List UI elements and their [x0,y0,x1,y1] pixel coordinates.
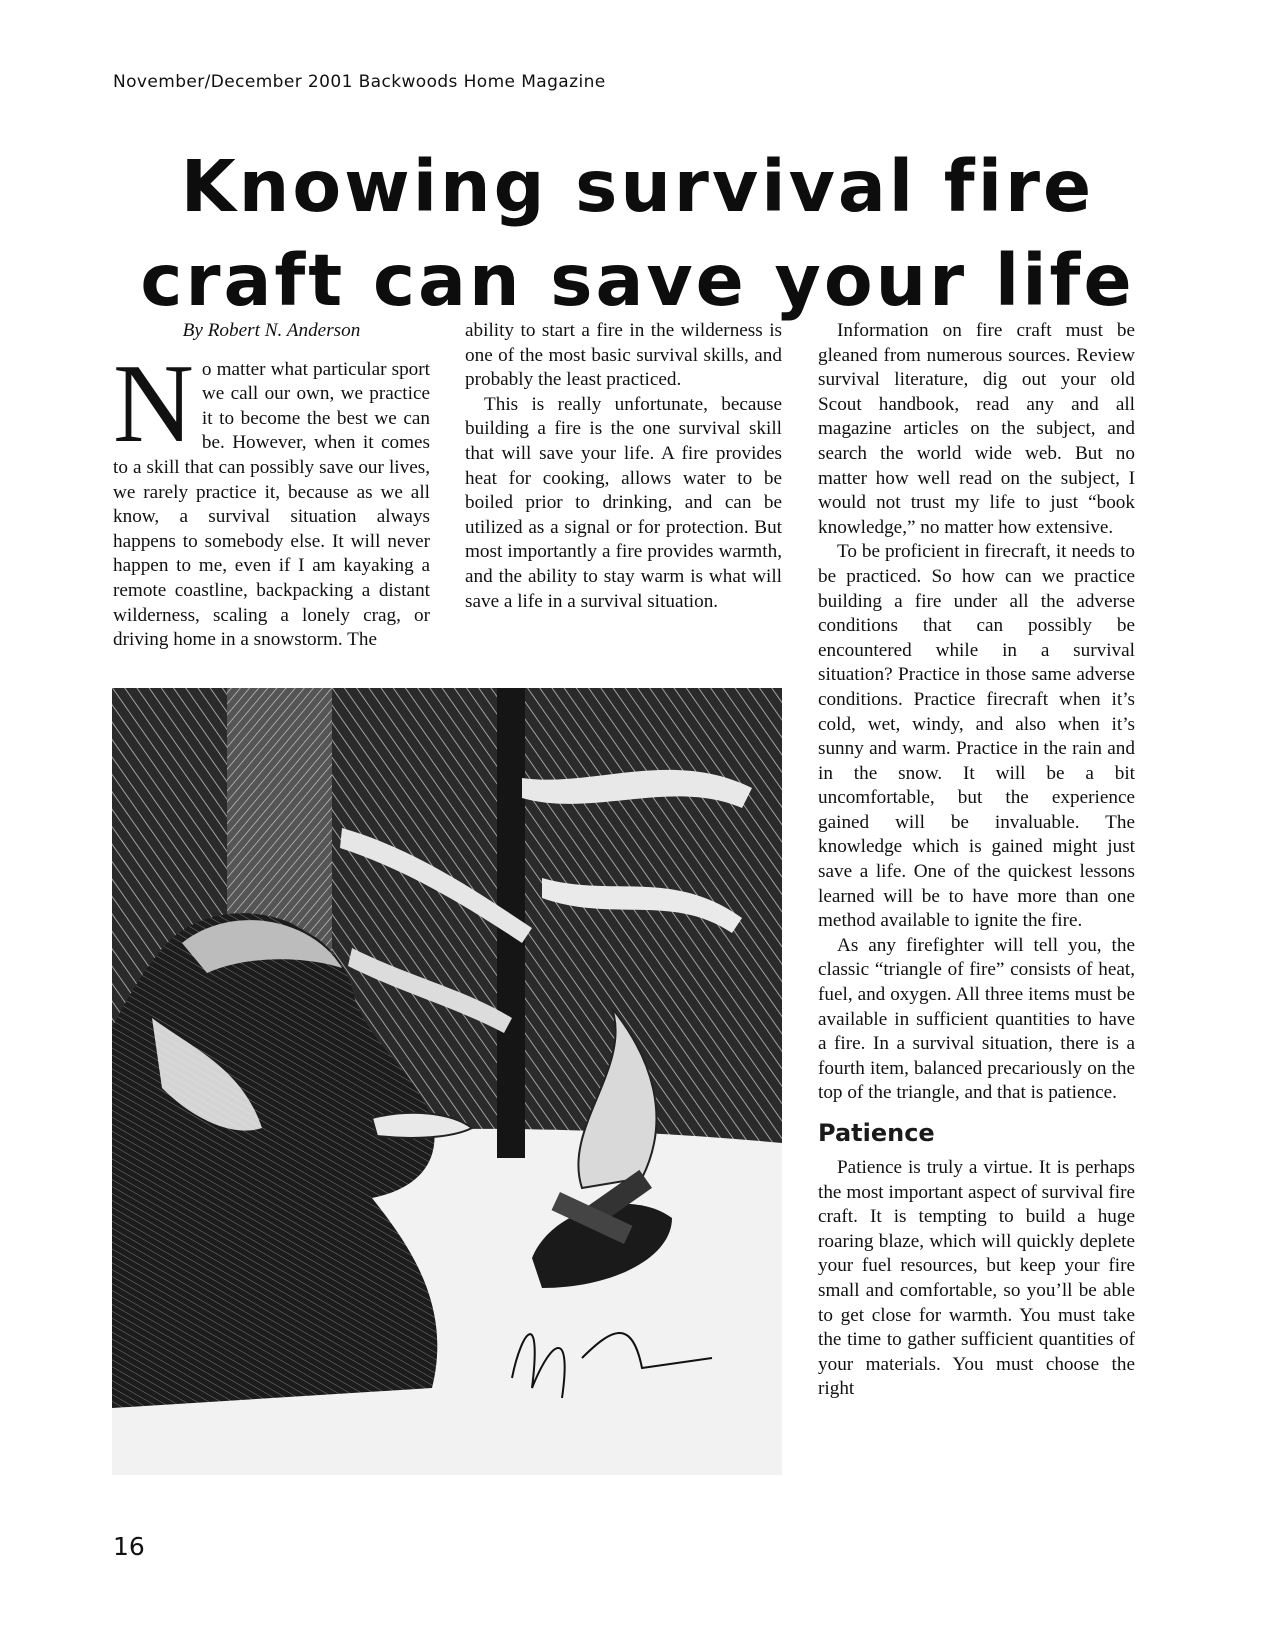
text-column-1 [113,319,430,653]
opening-paragraph [113,341,430,653]
section-heading: Patience [818,1119,935,1147]
paragraph: Information on fire craft must be gleaned from numerous sources. Review survival literature, dig out your old Scout handbook, read any and all magazine articles on the subject, and search the world wide web. But no matter how well read on the subject, I would not trust my life to just “book knowledge,” no matter how extensive. [818,320,1135,538]
article-title-line-2: craft can save your life [140,239,1135,322]
article-title [80,140,1195,328]
article-title-line-1: Knowing survival fire [180,145,1095,228]
running-head: November/December 2001 Backwoods Home Magazine [113,72,606,92]
campfire-sketch-illustration [112,688,782,1475]
text-column-2 [465,319,782,614]
page-number: 16 [113,1532,145,1561]
drop-cap: N [113,341,194,466]
paragraph: To be proficient in firecraft, it needs to be practiced. So how can we practice building a fire under all the adverse conditions that can possibly be encountered while in a survival situation? Practice in those same adverse conditions. Practice firecraft when it’s cold, wet, windy, and also when it’s sunny and warm. Practice in the rain and in the snow. It will be a bit uncomfortable, but the experience gained will be invaluable. The knowledge which is gained might just save a life. One of the quickest lessons learned will be to have more than one method available to ignite the fire. [818,541,1135,932]
opening-paragraph-text: o matter what particular sport we call our own, we practice it to become the best we can be. However, when it comes to a skill that can possibly save our lives, we rarely practice it, because as we all know, a survival situation always happens to somebody else. It will never happen to me, even if I am kayaking a remote coastline, backpacking a distant wilderness, scaling a lonely crag, or driving home in a snowstorm. The [113,358,430,651]
text-column-3 [818,319,1135,1402]
paragraph: ability to start a fire in the wilderness is one of the most basic survival skills, and probably the least practiced. [465,320,782,391]
paragraph: This is really unfortunate, because building a fire is the one survival skill that will save your life. A fire provides heat for cooking, allows water to be boiled prior to drinking, and can be utilized as a signal or for protection. But most importantly a fire provides warmth, and the ability to stay warm is what will save a life in a survival situation. [465,393,782,612]
byline: By Robert N. Anderson [182,320,361,341]
paragraph: As any firefighter will tell you, the classic “triangle of fire” consists of heat, fuel, and oxygen. All three items must be available in sufficient quantities to have a fire. In a survival situation, there is a fourth item, balanced precariously on the top of the triangle, and that is patience. [818,934,1135,1104]
paragraph: Patience is truly a virtue. It is perhaps the most important aspect of survival fire craft. It is tempting to build a huge roaring blaze, which will quickly deplete your fuel resources, but keep your fire small and comfortable, so you’ll be able to get close for warmth. You must take the time to gather sufficient quantities of your materials. You must choose the right [818,1157,1135,1400]
